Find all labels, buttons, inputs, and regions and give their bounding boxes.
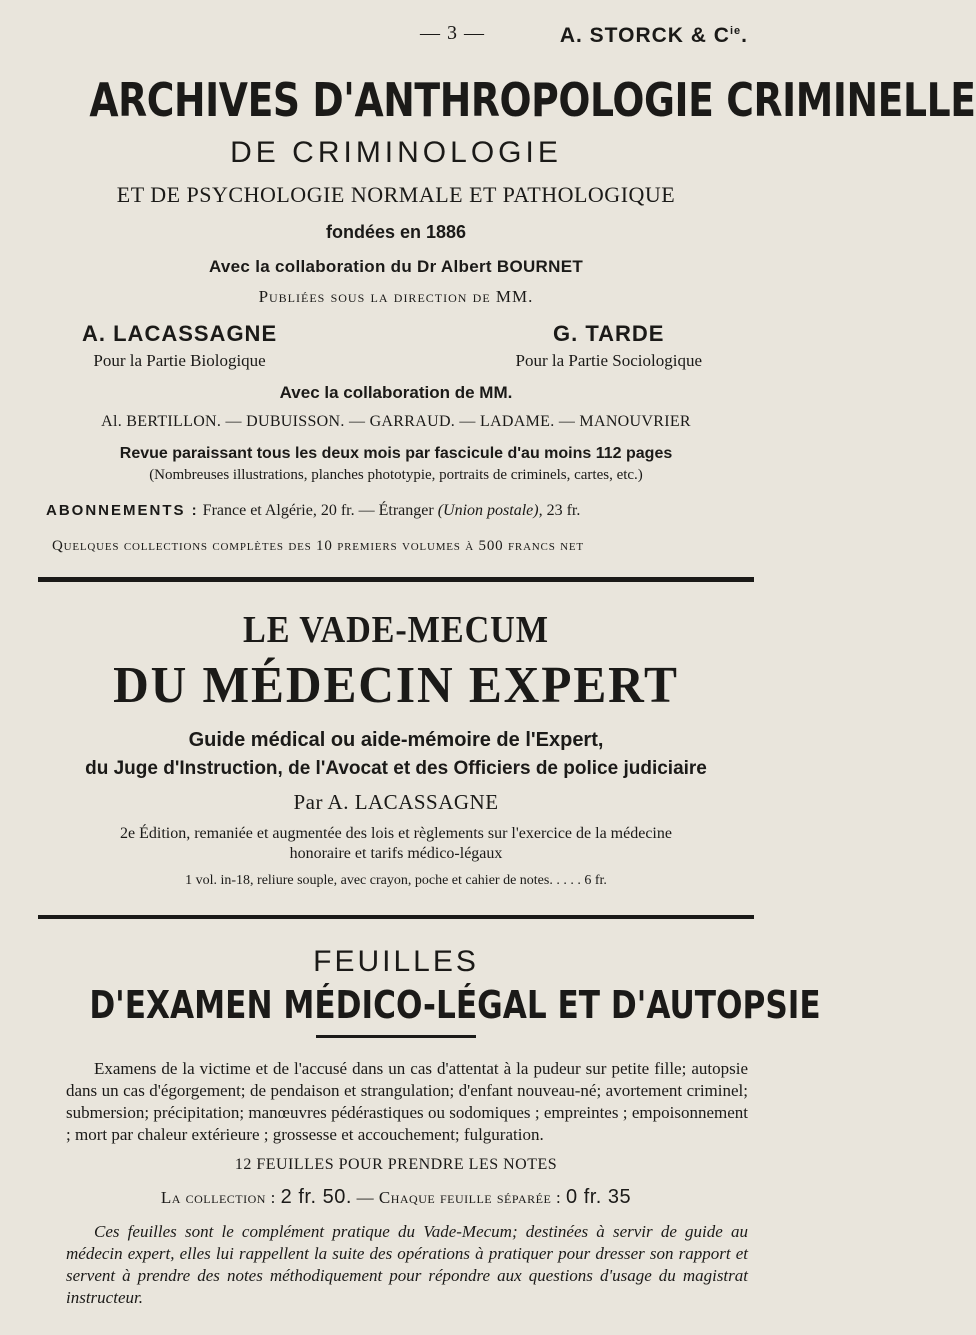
collaborators-list: Al. BERTILLON. — DUBUISSON. — GARRAUD. — LADAME. — MANOUVRIER bbox=[101, 413, 691, 430]
feuilles-description: Ces feuilles sont le complément pratique du Vade-Mecum; destinées à servir de guide au médecin expert, elles lui rappellent la suite des opérations à pratiquer pour dresser son rapport et servent à prendre des notes méthodiquement pour répondre aux questions d'usage du magistrat instructeur. bbox=[66, 1222, 748, 1307]
vademecum-volume: 1 vol. in-18, reliure souple, avec crayon, poche et cahier de notes. . . . . 6 fr. bbox=[185, 873, 607, 888]
vademecum-edition2: honoraire et tarifs médico-légaux bbox=[289, 845, 503, 862]
price-etranger-label: Étranger bbox=[378, 502, 434, 519]
vademecum-subtitle2: du Juge d'Instruction, de l'Avocat et des Officiers de police judiciaire bbox=[85, 758, 707, 779]
divider bbox=[38, 577, 754, 582]
collections-offer: Quelques collections complètes des 10 premiers volumes à 500 francs net bbox=[52, 538, 584, 554]
archives-subtitle: DE CRIMINOLOGIE bbox=[230, 136, 562, 169]
revue-description: Revue paraissant tous les deux mois par fascicule d'au moins 112 pages bbox=[119, 445, 673, 462]
director-part: Pour la Partie Biologique bbox=[93, 351, 266, 370]
director-name: G. TARDE bbox=[553, 321, 665, 346]
director-name: A. LACASSAGNE bbox=[82, 321, 278, 346]
price-etranger: 23 fr. bbox=[546, 502, 581, 519]
director-tarde bbox=[515, 321, 702, 371]
vademecum-title-line2: DU MÉDECIN EXPERT bbox=[113, 657, 679, 714]
page-number: — 3 — bbox=[420, 22, 485, 44]
feuilles-prices: La collection : 2 fr. 50. — Chaque feuille séparée : 0 fr. 35 bbox=[160, 1186, 632, 1208]
short-divider bbox=[316, 1035, 476, 1038]
vademecum-subtitle: Guide médical ou aide-mémoire de l'Expert, bbox=[188, 729, 604, 751]
divider bbox=[38, 915, 754, 919]
vademecum-title-line1: LE VADE-MECUM bbox=[243, 609, 549, 651]
founded-date: fondées en 1886 bbox=[325, 222, 467, 242]
price-collection: 2 fr. 50. bbox=[280, 1186, 352, 1208]
directors bbox=[62, 321, 730, 371]
publisher-name: A. STORCK & $C^{ie}$. bbox=[559, 24, 748, 47]
subscriptions: ABONNEMENTS : France et Algérie, 20 fr. — Étranger (Union postale), 23 fr. bbox=[46, 502, 581, 519]
revue-illustrations: (Nombreuses illustrations, planches phototypie, portraits de criminels, cartes, etc.) bbox=[149, 467, 643, 483]
page-header bbox=[62, 0, 748, 60]
archives-title: ARCHIVES D'ANTHROPOLOGIE CRIMINELLE bbox=[89, 73, 976, 127]
vademecum-author: Par A. LACASSAGNE bbox=[293, 790, 499, 814]
exams-list: Examens de la victime et de l'accusé dans un cas d'attentat à la pudeur sur petite fille; autopsie dans un cas d'égorgement; de pendaison et strangulation; d'enfant nouveau-né; avortement criminel; submersion; précipitation; manœuvres pédérastiques ou sodomiques ; empreintes ; empoisonnement ; mort par chaleur extérieure ; grossesse et accouchement; fulguration. bbox=[66, 1059, 748, 1144]
vademecum-edition: 2e Édition, remaniée et augmentée des lois et règlements sur l'exercice de la médecine bbox=[120, 825, 672, 842]
director-part: Pour la Partie Sociologique bbox=[515, 351, 702, 370]
director-lacassagne bbox=[82, 321, 277, 371]
direction-line: Publiées sous la direction de MM. bbox=[258, 287, 534, 306]
union-postale: (Union postale), bbox=[437, 502, 543, 519]
feuilles-title-line1: FEUILLES bbox=[313, 945, 479, 978]
archives-subtitle2: ET DE PSYCHOLOGIE NORMALE ET PATHOLOGIQUE bbox=[116, 182, 676, 207]
price-france: France et Algérie, 20 fr. bbox=[202, 502, 355, 519]
price-sheet: 0 fr. 35 bbox=[566, 1186, 632, 1208]
subscriptions-label: ABONNEMENTS : bbox=[46, 502, 199, 519]
collaboration-line: Avec la collaboration du Dr Albert BOURNET bbox=[208, 257, 584, 276]
collaboration-mm: Avec la collaboration de MM. bbox=[279, 383, 513, 402]
notes-sheets: 12 FEUILLES POUR PRENDRE LES NOTES bbox=[234, 1156, 558, 1173]
feuilles-title-line2: D'EXAMEN MÉDICO-LÉGAL ET D'AUTOPSIE bbox=[89, 983, 821, 1027]
